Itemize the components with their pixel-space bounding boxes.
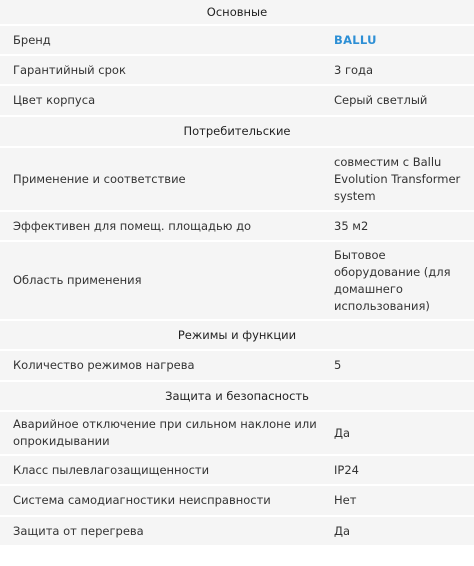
spec-value: Да <box>334 425 351 440</box>
spec-value: Нет <box>334 493 357 507</box>
spec-row-body-color <box>0 86 474 115</box>
spec-row-ip-class <box>0 456 474 484</box>
spec-value: Да <box>334 523 351 538</box>
spec-value: совместим с Ballu Evolution Transformer system <box>334 154 461 203</box>
section-header-main <box>0 0 474 24</box>
section-title: Потребительские <box>183 124 291 138</box>
spec-value: Бытовое оборудование (для домашнего использования) <box>334 247 451 313</box>
spec-value: 3 года <box>334 62 374 77</box>
spec-value: 5 <box>334 358 342 372</box>
spec-label: Применение и соответствие <box>13 171 186 186</box>
section-header-modes <box>0 321 474 349</box>
section-header-consumer <box>0 117 474 146</box>
spec-value: IP24 <box>334 462 359 477</box>
spec-label: Гарантийный срок <box>13 62 126 77</box>
spec-row-overheat-protection <box>0 517 474 545</box>
spec-row-brand <box>0 26 474 54</box>
spec-label: Защита от перегрева <box>13 523 144 538</box>
spec-row-room-area <box>0 212 474 240</box>
section-title: Основные <box>206 4 268 19</box>
spec-row-heating-modes <box>0 351 474 380</box>
spec-row-tip-over-shutoff <box>0 412 474 454</box>
spec-label: Класс пылевлагозащищенности <box>13 462 210 477</box>
spec-label: Аварийное отключение при сильном наклоне или опрокидывании <box>13 417 317 448</box>
spec-row-compatibility <box>0 148 474 210</box>
spec-label: Область применения <box>13 273 142 287</box>
section-title: Защита и безопасность <box>165 388 309 403</box>
brand-link[interactable]: BALLU <box>334 32 377 47</box>
section-header-protection <box>0 382 474 410</box>
section-title: Режимы и функции <box>177 327 297 342</box>
spec-label: Цвет корпуса <box>13 93 96 107</box>
spec-row-warranty <box>0 56 474 84</box>
spec-label: Эффективен для помещ. площадью до <box>13 218 252 233</box>
spec-row-application-area <box>0 242 474 319</box>
spec-label: Система самодиагностики неисправности <box>13 493 271 507</box>
spec-label: Количество режимов нагрева <box>13 358 195 372</box>
spec-value: 35 м2 <box>334 218 369 233</box>
spec-value: Серый светлый <box>334 93 428 107</box>
spec-row-self-diagnostics <box>0 486 474 515</box>
spec-label: Бренд <box>13 32 51 47</box>
